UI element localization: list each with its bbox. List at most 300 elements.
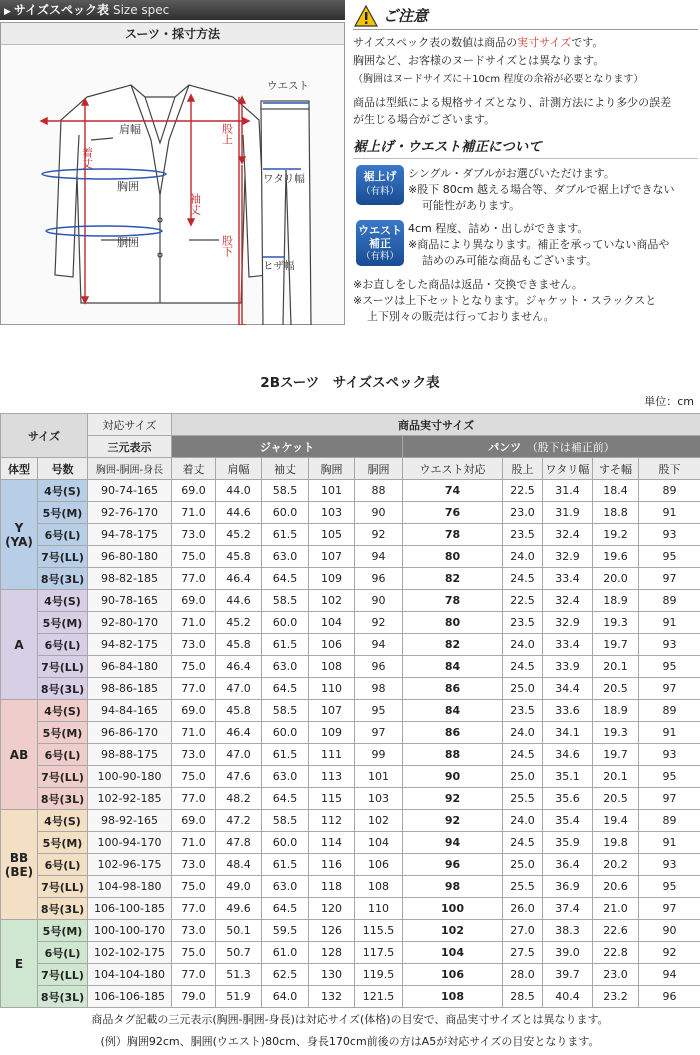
- table-cell: 27.0: [503, 920, 543, 942]
- table-row: [1, 524, 700, 546]
- table-cell: 38.3: [543, 920, 593, 942]
- table-cell: 40.4: [543, 986, 593, 1008]
- table-cell: 24.0: [503, 546, 543, 568]
- table-cell: 102-102-175: [88, 942, 172, 964]
- table-cell: 20.6: [593, 876, 639, 898]
- header-taio: 対応サイズ: [88, 414, 172, 436]
- table-cell: 89: [639, 700, 700, 722]
- triangle-icon: ▶: [4, 7, 11, 17]
- table-cell: 130: [309, 964, 355, 986]
- table-cell: 32.4: [543, 590, 593, 612]
- warning-icon: [353, 4, 379, 28]
- table-cell: 26.0: [503, 898, 543, 920]
- table-cell: 33.4: [543, 634, 593, 656]
- table-row: [1, 964, 700, 986]
- table-cell: 104-104-180: [88, 964, 172, 986]
- table-cell: 108: [309, 656, 355, 678]
- table-row: [1, 744, 700, 766]
- table-cell: 44.0: [216, 480, 262, 502]
- table-cell: 5号(M): [38, 502, 88, 524]
- pants-illustration: [261, 101, 311, 325]
- table-cell: 92: [639, 942, 700, 964]
- table-cell: 20.2: [593, 854, 639, 876]
- alteration-note-2: ※スーツは上下セットとなります。ジャケット・スラックスと: [353, 294, 657, 307]
- table-cell: 100-90-180: [88, 766, 172, 788]
- table-cell: 5号(M): [38, 722, 88, 744]
- table-cell: 92-80-170: [88, 612, 172, 634]
- table-cell: 98-86-185: [88, 678, 172, 700]
- table-cell: 7号(LL): [38, 964, 88, 986]
- table-cell: 34.1: [543, 722, 593, 744]
- table-cell: 20.5: [593, 678, 639, 700]
- table-cell: 97: [355, 722, 403, 744]
- table-cell: 6号(L): [38, 854, 88, 876]
- table-row: [1, 898, 700, 920]
- table-cell: 69.0: [172, 590, 216, 612]
- table-cell: 47.6: [216, 766, 262, 788]
- table-cell: 60.0: [262, 832, 309, 854]
- header-jacket: ジャケット: [172, 436, 403, 458]
- notice-line-1: サイズスペック表の数値は商品の実寸サイズです。: [353, 36, 604, 49]
- table-cell: 84: [403, 700, 503, 722]
- table-cell: 104-98-180: [88, 876, 172, 898]
- table-cell: 4号(S): [38, 480, 88, 502]
- table-cell: 86: [403, 722, 503, 744]
- table-cell: 75.0: [172, 546, 216, 568]
- label-hiza: ヒザ幅: [263, 260, 295, 272]
- table-cell: 128: [309, 942, 355, 964]
- table-cell: 19.3: [593, 722, 639, 744]
- table-cell: 104: [309, 612, 355, 634]
- table-cell: 59.5: [262, 920, 309, 942]
- table-cell: 71.0: [172, 502, 216, 524]
- table-cell: 104: [403, 942, 503, 964]
- table-cell: 47.0: [216, 678, 262, 700]
- table-cell: 23.5: [503, 700, 543, 722]
- table-cell: 36.4: [543, 854, 593, 876]
- table-cell: 80: [403, 612, 503, 634]
- table-cell: 95: [355, 700, 403, 722]
- header-sangen: 三元表示: [88, 436, 172, 458]
- column-header: ウエスト対応: [403, 458, 503, 480]
- table-cell: 96-80-180: [88, 546, 172, 568]
- column-header: 肩幅: [216, 458, 262, 480]
- table-cell: 5号(M): [38, 832, 88, 854]
- header-title: サイズスペック表: [13, 3, 109, 17]
- table-cell: 76: [403, 502, 503, 524]
- table-cell: 64.5: [262, 568, 309, 590]
- table-cell: 35.1: [543, 766, 593, 788]
- table-cell: 46.4: [216, 656, 262, 678]
- table-cell: 34.4: [543, 678, 593, 700]
- table-cell: 75.0: [172, 942, 216, 964]
- table-cell: 44.6: [216, 502, 262, 524]
- table-cell: 32.4: [543, 524, 593, 546]
- header-size: サイズ: [1, 414, 88, 458]
- table-cell: 106: [403, 964, 503, 986]
- table-cell: 4号(S): [38, 810, 88, 832]
- table-cell: 78: [403, 524, 503, 546]
- table-cell: 118: [309, 876, 355, 898]
- notice-section: [353, 2, 698, 30]
- table-cell: 116: [309, 854, 355, 876]
- table-cell: 69.0: [172, 480, 216, 502]
- table-cell: 77.0: [172, 788, 216, 810]
- waist-line-3: 詰めのみ可能な商品もございます。: [422, 254, 598, 267]
- table-cell: 88: [403, 744, 503, 766]
- body-type-cell: E: [1, 920, 38, 1008]
- column-header: 胸囲: [309, 458, 355, 480]
- table-cell: 45.8: [216, 700, 262, 722]
- table-cell: 90-74-165: [88, 480, 172, 502]
- table-cell: 108: [355, 876, 403, 898]
- table-row: [1, 722, 700, 744]
- table-cell: 31.9: [543, 502, 593, 524]
- table-cell: 96: [355, 568, 403, 590]
- table-cell: 45.8: [216, 634, 262, 656]
- column-header: 股下: [639, 458, 700, 480]
- table-cell: 102-92-185: [88, 788, 172, 810]
- label-katahaba: 肩幅: [119, 123, 141, 136]
- table-row: [1, 502, 700, 524]
- table-cell: 91: [639, 612, 700, 634]
- table-cell: 28.0: [503, 964, 543, 986]
- table-cell: 86: [403, 678, 503, 700]
- table-cell: 89: [639, 480, 700, 502]
- table-cell: 7号(LL): [38, 766, 88, 788]
- table-cell: 35.4: [543, 810, 593, 832]
- table-cell: 103: [309, 502, 355, 524]
- hem-line-2: ※股下 80cm 越える場合等、ダブルで裾上げできない: [408, 183, 675, 196]
- column-header: 胸囲-胴囲-身長: [88, 458, 172, 480]
- footnote-2: (例）胸囲92cm、胴囲(ウエスト)80cm、身長170cm前後の方はA5が対応サイズの目安となります。: [100, 1035, 600, 1048]
- table-cell: 58.5: [262, 480, 309, 502]
- table-cell: 99: [355, 744, 403, 766]
- table-cell: 33.6: [543, 700, 593, 722]
- table-cell: 94: [403, 832, 503, 854]
- table-row: [1, 854, 700, 876]
- label-waist: ウエスト: [267, 80, 309, 92]
- table-cell: 88: [355, 480, 403, 502]
- table-cell: 120: [309, 898, 355, 920]
- table-cell: 106: [309, 634, 355, 656]
- table-cell: 50.1: [216, 920, 262, 942]
- table-cell: 63.0: [262, 656, 309, 678]
- table-cell: 97: [639, 568, 700, 590]
- table-cell: 92-76-170: [88, 502, 172, 524]
- table-cell: 39.0: [543, 942, 593, 964]
- table-cell: 71.0: [172, 832, 216, 854]
- column-header: すそ幅: [593, 458, 639, 480]
- body-type-cell: A: [1, 590, 38, 700]
- size-spec-table: [0, 413, 700, 1008]
- table-cell: 82: [403, 634, 503, 656]
- table-row: [1, 942, 700, 964]
- table-cell: 27.5: [503, 942, 543, 964]
- table-cell: 91: [639, 722, 700, 744]
- table-cell: 48.2: [216, 788, 262, 810]
- table-cell: 35.9: [543, 832, 593, 854]
- table-cell: 94-78-175: [88, 524, 172, 546]
- table-cell: 7号(LL): [38, 876, 88, 898]
- footnote-1: 商品タグ記載の三元表示(胸囲-胴囲-身長)は対応サイズ(体格)の目安で、商品実寸サイズとは異なります。: [91, 1013, 609, 1026]
- table-cell: 91: [639, 832, 700, 854]
- label-dou: 胴囲: [117, 236, 139, 249]
- table-cell: 24.5: [503, 656, 543, 678]
- table-cell: 25.0: [503, 854, 543, 876]
- table-cell: 45.2: [216, 524, 262, 546]
- table-cell: 28.5: [503, 986, 543, 1008]
- table-cell: 8号(3L): [38, 898, 88, 920]
- table-cell: 77.0: [172, 568, 216, 590]
- alteration-note-3: 上下別々の販売は行っておりません。: [367, 310, 555, 323]
- table-cell: 21.0: [593, 898, 639, 920]
- table-cell: 114: [309, 832, 355, 854]
- table-cell: 90: [355, 502, 403, 524]
- waist-line-2: ※商品により異なります。補正を承っていない商品や: [408, 238, 670, 251]
- table-cell: 111: [309, 744, 355, 766]
- table-cell: 84: [403, 656, 503, 678]
- table-cell: 93: [639, 744, 700, 766]
- table-cell: 110: [309, 678, 355, 700]
- table-cell: 73.0: [172, 920, 216, 942]
- table-cell: 92: [355, 524, 403, 546]
- jacket-illustration: [55, 85, 267, 303]
- table-cell: 73.0: [172, 634, 216, 656]
- header-title-en: Size spec: [112, 3, 170, 17]
- table-row: [1, 634, 700, 656]
- table-cell: 97: [639, 788, 700, 810]
- notice-line-3: （胸囲はヌードサイズに＋10cm 程度の余裕が必要となります）: [353, 74, 644, 85]
- table-cell: 106-100-185: [88, 898, 172, 920]
- table-cell: 7号(LL): [38, 656, 88, 678]
- table-cell: 58.5: [262, 810, 309, 832]
- table-cell: 45.2: [216, 612, 262, 634]
- table-cell: 77.0: [172, 678, 216, 700]
- table-row: [1, 986, 700, 1008]
- table-cell: 107: [309, 546, 355, 568]
- column-header: 着丈: [172, 458, 216, 480]
- table-cell: 45.8: [216, 546, 262, 568]
- table-cell: 106-106-185: [88, 986, 172, 1008]
- table-cell: 25.5: [503, 876, 543, 898]
- waist-line-1: 4cm 程度、詰め・出しができます。: [408, 222, 589, 235]
- table-cell: 25.0: [503, 678, 543, 700]
- table-cell: 102: [355, 810, 403, 832]
- table-cell: 104: [355, 832, 403, 854]
- table-cell: 97: [639, 678, 700, 700]
- table-cell: 39.7: [543, 964, 593, 986]
- table-cell: 95: [639, 656, 700, 678]
- table-cell: 22.5: [503, 480, 543, 502]
- table-cell: 18.8: [593, 502, 639, 524]
- table-cell: 48.4: [216, 854, 262, 876]
- table-cell: 51.3: [216, 964, 262, 986]
- table-cell: 102: [403, 920, 503, 942]
- table-cell: 75.0: [172, 876, 216, 898]
- table-row: [1, 700, 700, 722]
- table-cell: 94-84-165: [88, 700, 172, 722]
- table-cell: 96: [403, 854, 503, 876]
- table-cell: 63.0: [262, 876, 309, 898]
- table-cell: 96-86-170: [88, 722, 172, 744]
- table-cell: 98-88-175: [88, 744, 172, 766]
- table-cell: 24.0: [503, 810, 543, 832]
- header-jissun: 商品実寸サイズ: [172, 414, 700, 436]
- table-cell: 113: [309, 766, 355, 788]
- table-cell: 36.9: [543, 876, 593, 898]
- table-cell: 63.0: [262, 766, 309, 788]
- table-cell: 90: [639, 920, 700, 942]
- notice-line-2: 胸囲など、お客様のヌードサイズとは異なります。: [353, 54, 605, 67]
- table-cell: 7号(LL): [38, 546, 88, 568]
- table-cell: 34.6: [543, 744, 593, 766]
- table-cell: 61.5: [262, 854, 309, 876]
- table-cell: 23.5: [503, 612, 543, 634]
- table-cell: 98-92-165: [88, 810, 172, 832]
- notice-line-5: が生じる場合がございます。: [353, 113, 496, 126]
- table-cell: 69.0: [172, 810, 216, 832]
- table-cell: 100-94-170: [88, 832, 172, 854]
- table-cell: 46.4: [216, 722, 262, 744]
- table-cell: 18.4: [593, 480, 639, 502]
- table-row: [1, 656, 700, 678]
- table-cell: 119.5: [355, 964, 403, 986]
- table-cell: 90-78-165: [88, 590, 172, 612]
- table-cell: 22.5: [503, 590, 543, 612]
- alteration-note-1: ※お直しをした商品は返品・交換できません。: [353, 278, 583, 291]
- table-cell: 6号(L): [38, 634, 88, 656]
- table-cell: 115: [309, 788, 355, 810]
- table-cell: 32.9: [543, 612, 593, 634]
- unit-label: 単位：cm: [644, 395, 694, 408]
- body-type-cell: AB: [1, 700, 38, 810]
- table-cell: 101: [309, 480, 355, 502]
- table-cell: 60.0: [262, 612, 309, 634]
- table-cell: 25.0: [503, 766, 543, 788]
- table-cell: 46.4: [216, 568, 262, 590]
- table-cell: 61.5: [262, 524, 309, 546]
- table-cell: 105: [309, 524, 355, 546]
- table-cell: 6号(L): [38, 524, 88, 546]
- table-cell: 74: [403, 480, 503, 502]
- column-header: 体型: [1, 458, 38, 480]
- table-cell: 109: [309, 722, 355, 744]
- table-cell: 80: [403, 546, 503, 568]
- body-type-cell: Y (YA): [1, 480, 38, 590]
- table-cell: 102: [309, 590, 355, 612]
- table-cell: 25.5: [503, 788, 543, 810]
- table-cell: 94: [355, 634, 403, 656]
- table-cell: 32.9: [543, 546, 593, 568]
- table-cell: 94: [639, 964, 700, 986]
- table-cell: 93: [639, 854, 700, 876]
- table-cell: 108: [403, 986, 503, 1008]
- table-cell: 69.0: [172, 700, 216, 722]
- table-cell: 47.8: [216, 832, 262, 854]
- table-cell: 8号(3L): [38, 788, 88, 810]
- table-cell: 8号(3L): [38, 568, 88, 590]
- table-row: [1, 480, 700, 502]
- table-cell: 24.5: [503, 832, 543, 854]
- table-cell: 107: [309, 700, 355, 722]
- table-cell: 24.5: [503, 568, 543, 590]
- table-cell: 75.0: [172, 656, 216, 678]
- hem-line-1: シングル・ダブルがお選びいただけます。: [408, 167, 615, 180]
- table-cell: 64.5: [262, 898, 309, 920]
- table-title: 2Bスーツ サイズスペック表: [260, 375, 440, 391]
- table-row: [1, 920, 700, 942]
- table-cell: 5号(M): [38, 920, 88, 942]
- column-header: 袖丈: [262, 458, 309, 480]
- table-cell: 121.5: [355, 986, 403, 1008]
- table-cell: 8号(3L): [38, 678, 88, 700]
- table-cell: 33.9: [543, 656, 593, 678]
- hem-badge: 裾上げ （有料）: [356, 165, 404, 205]
- table-cell: 89: [639, 810, 700, 832]
- table-cell: 58.5: [262, 700, 309, 722]
- label-mata-ue: 股上: [220, 123, 234, 145]
- table-cell: 19.6: [593, 546, 639, 568]
- table-cell: 20.1: [593, 766, 639, 788]
- table-cell: 61.0: [262, 942, 309, 964]
- table-cell: 117.5: [355, 942, 403, 964]
- table-cell: 19.8: [593, 832, 639, 854]
- table-cell: 22.8: [593, 942, 639, 964]
- table-cell: 4号(S): [38, 590, 88, 612]
- table-cell: 92: [355, 612, 403, 634]
- table-row: [1, 788, 700, 810]
- table-cell: 6号(L): [38, 942, 88, 964]
- table-cell: 98-82-185: [88, 568, 172, 590]
- table-cell: 24.0: [503, 722, 543, 744]
- table-cell: 95: [639, 546, 700, 568]
- table-cell: 92: [403, 788, 503, 810]
- table-cell: 79.0: [172, 986, 216, 1008]
- column-header: 胴囲: [355, 458, 403, 480]
- table-cell: 98: [355, 678, 403, 700]
- table-cell: 18.9: [593, 590, 639, 612]
- table-cell: 50.7: [216, 942, 262, 964]
- measurement-diagram: [1, 45, 344, 325]
- table-cell: 132: [309, 986, 355, 1008]
- table-cell: 23.0: [593, 964, 639, 986]
- table-cell: 22.6: [593, 920, 639, 942]
- table-cell: 75.0: [172, 766, 216, 788]
- notice-heading: [353, 2, 698, 30]
- table-cell: 89: [639, 590, 700, 612]
- label-mata-shita: 股下: [220, 235, 234, 257]
- table-cell: 100-100-170: [88, 920, 172, 942]
- table-cell: 31.4: [543, 480, 593, 502]
- hem-line-3: 可能性があります。: [422, 199, 521, 212]
- table-cell: 61.5: [262, 634, 309, 656]
- table-cell: 126: [309, 920, 355, 942]
- column-header: ワタリ幅: [543, 458, 593, 480]
- table-cell: 92: [403, 810, 503, 832]
- table-cell: 19.7: [593, 634, 639, 656]
- size-spec-header: [0, 0, 345, 20]
- table-cell: 94-82-175: [88, 634, 172, 656]
- table-cell: 63.0: [262, 546, 309, 568]
- table-cell: 101: [355, 766, 403, 788]
- table-cell: 35.6: [543, 788, 593, 810]
- table-row: [1, 590, 700, 612]
- label-yuki: 袖丈: [188, 193, 202, 215]
- table-cell: 20.5: [593, 788, 639, 810]
- table-cell: 5号(M): [38, 612, 88, 634]
- table-row: [1, 546, 700, 568]
